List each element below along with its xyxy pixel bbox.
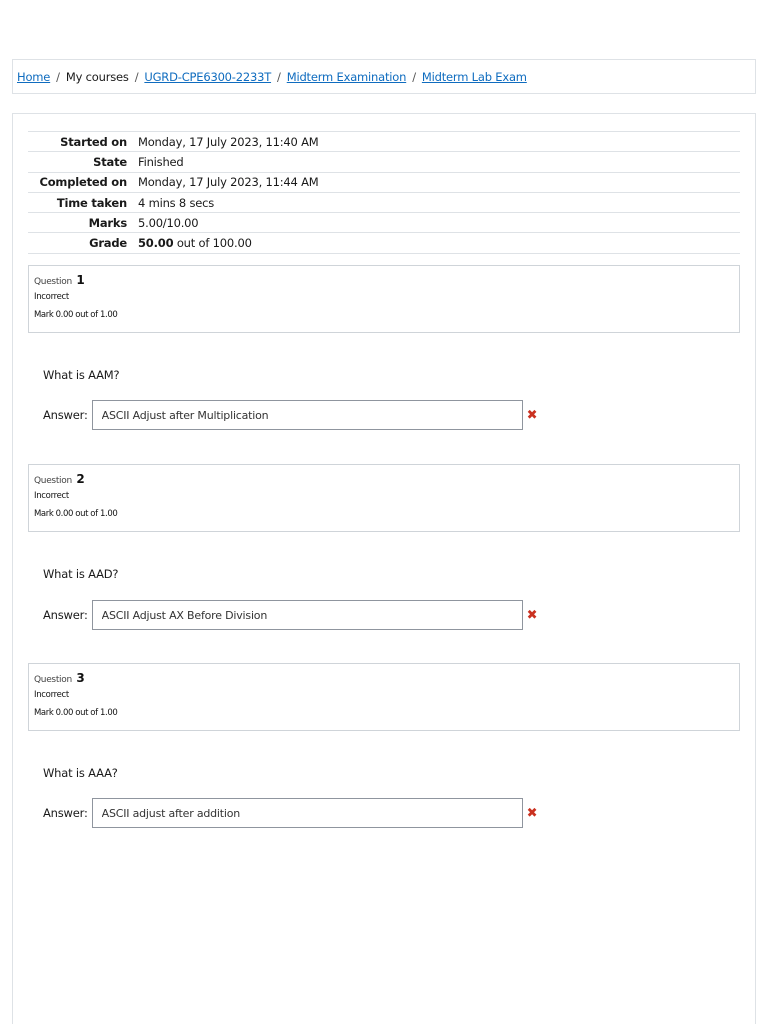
answer-input[interactable] bbox=[92, 400, 523, 430]
answer-label: Answer: bbox=[43, 408, 88, 422]
answer-label: Answer: bbox=[43, 608, 88, 622]
breadcrumb-separator: / bbox=[56, 69, 60, 84]
summary-row-state bbox=[28, 152, 740, 172]
breadcrumb-section-link[interactable]: Midterm Examination bbox=[286, 69, 407, 84]
question-mark: Mark 0.00 out of 1.00 bbox=[34, 509, 118, 519]
summary-value: Monday, 17 July 2023, 11:40 AM bbox=[138, 134, 319, 149]
breadcrumb-separator: / bbox=[277, 69, 281, 84]
question-heading bbox=[34, 472, 739, 486]
question-text: What is AAD? bbox=[43, 567, 119, 581]
summary-row-completed bbox=[28, 172, 740, 192]
question-mark: Mark 0.00 out of 1.00 bbox=[34, 310, 118, 320]
summary-value: Finished bbox=[138, 154, 184, 169]
grade-score: 50.00 bbox=[138, 236, 174, 251]
question-state: Incorrect bbox=[34, 292, 69, 302]
breadcrumb-separator: / bbox=[134, 69, 139, 84]
question-state: Incorrect bbox=[34, 690, 69, 700]
answer-row bbox=[43, 798, 538, 828]
grade-suffix: out of 100.00 bbox=[173, 236, 252, 251]
answer-input[interactable] bbox=[92, 798, 523, 828]
summary-row-started bbox=[28, 132, 740, 152]
question-state: Incorrect bbox=[34, 491, 69, 501]
breadcrumb bbox=[12, 59, 756, 94]
breadcrumb-home-link[interactable]: Home bbox=[17, 69, 51, 84]
answer-label: Answer: bbox=[43, 806, 88, 820]
answer-input[interactable] bbox=[92, 600, 523, 630]
question-text: What is AAA? bbox=[43, 766, 118, 780]
question-info-box bbox=[28, 464, 740, 532]
summary-label: Grade bbox=[89, 236, 127, 251]
question-prefix: Question bbox=[34, 476, 72, 486]
attempt-summary-table bbox=[28, 131, 740, 254]
summary-value: 4 mins 8 secs bbox=[138, 195, 215, 210]
breadcrumb-separator: / bbox=[412, 69, 416, 84]
question-number: 2 bbox=[76, 472, 85, 486]
question-heading bbox=[34, 273, 739, 287]
question-heading bbox=[34, 671, 739, 685]
question-info-box bbox=[28, 265, 740, 333]
breadcrumb-my-courses: My courses bbox=[65, 69, 129, 84]
summary-label: Completed on bbox=[39, 175, 127, 190]
question-number: 1 bbox=[76, 273, 85, 287]
summary-row-time-taken bbox=[28, 192, 740, 212]
summary-value bbox=[138, 233, 740, 253]
summary-label: Started on bbox=[60, 134, 127, 149]
summary-row-marks bbox=[28, 213, 740, 233]
x-mark-icon: ✖ bbox=[526, 805, 538, 821]
summary-value: Monday, 17 July 2023, 11:44 AM bbox=[138, 175, 319, 190]
question-text: What is AAM? bbox=[43, 368, 120, 382]
summary-label: Time taken bbox=[56, 195, 127, 210]
question-info-box bbox=[28, 663, 740, 731]
summary-label: State bbox=[93, 154, 127, 169]
answer-row bbox=[43, 600, 538, 630]
question-prefix: Question bbox=[34, 277, 72, 287]
x-mark-icon: ✖ bbox=[526, 407, 538, 423]
summary-value: 5.00/10.00 bbox=[138, 215, 199, 230]
question-prefix: Question bbox=[34, 675, 72, 685]
breadcrumb-course-link[interactable]: UGRD-CPE6300-2233T bbox=[144, 69, 272, 84]
x-mark-icon: ✖ bbox=[526, 607, 538, 623]
answer-row bbox=[43, 400, 538, 430]
summary-label: Marks bbox=[88, 215, 127, 230]
question-mark: Mark 0.00 out of 1.00 bbox=[34, 708, 118, 718]
question-number: 3 bbox=[76, 671, 85, 685]
breadcrumb-quiz-link[interactable]: Midterm Lab Exam bbox=[421, 69, 527, 84]
summary-row-grade bbox=[28, 233, 740, 253]
